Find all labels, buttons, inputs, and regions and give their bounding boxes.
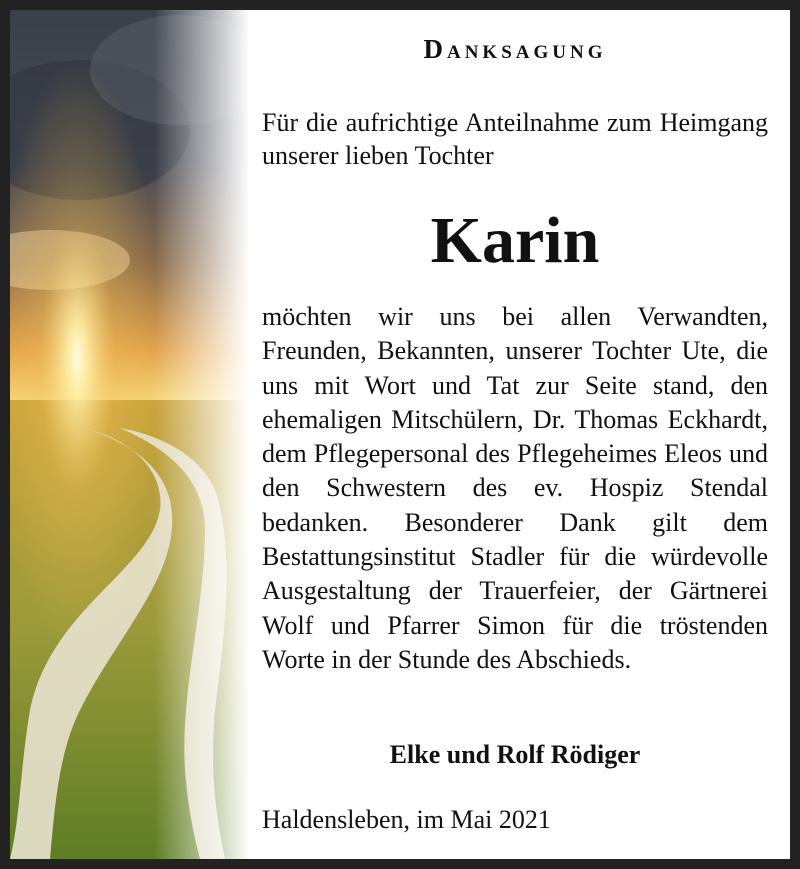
deceased-name: Karin — [430, 204, 600, 277]
thanks-body-text: möchten wir uns bei allen Verwandten, Freunden, Bekannten, unserer Tochter Ute, die uns mit Wort und Tat zur Seite stand, den ehemaligen Mitschülern, Dr. Thomas Eckhardt, dem Pflegepersonal des Pflegeheimes Eleos und den Schwestern des ev. Hospiz Stendal bedanken. Besonderer Dank gilt dem Bestattungsinstitut Stadler für die würdevolle Ausgestaltung der Trauerfeier, der Gärtnerei Wolf und Pfarrer Simon für die tröstenden Worte in der Stunde des Abschieds. — [262, 302, 768, 674]
signature: Elke und Rolf Rödiger — [389, 740, 641, 769]
place-date: Haldensleben, im Mai 2021 — [262, 805, 551, 834]
sunset-path-image — [10, 10, 250, 859]
notice-heading: Danksagung — [423, 34, 607, 64]
intro-text: Für die aufrichtige Anteilnahme zum Heimgang unserer lieben Tochter — [262, 108, 768, 170]
